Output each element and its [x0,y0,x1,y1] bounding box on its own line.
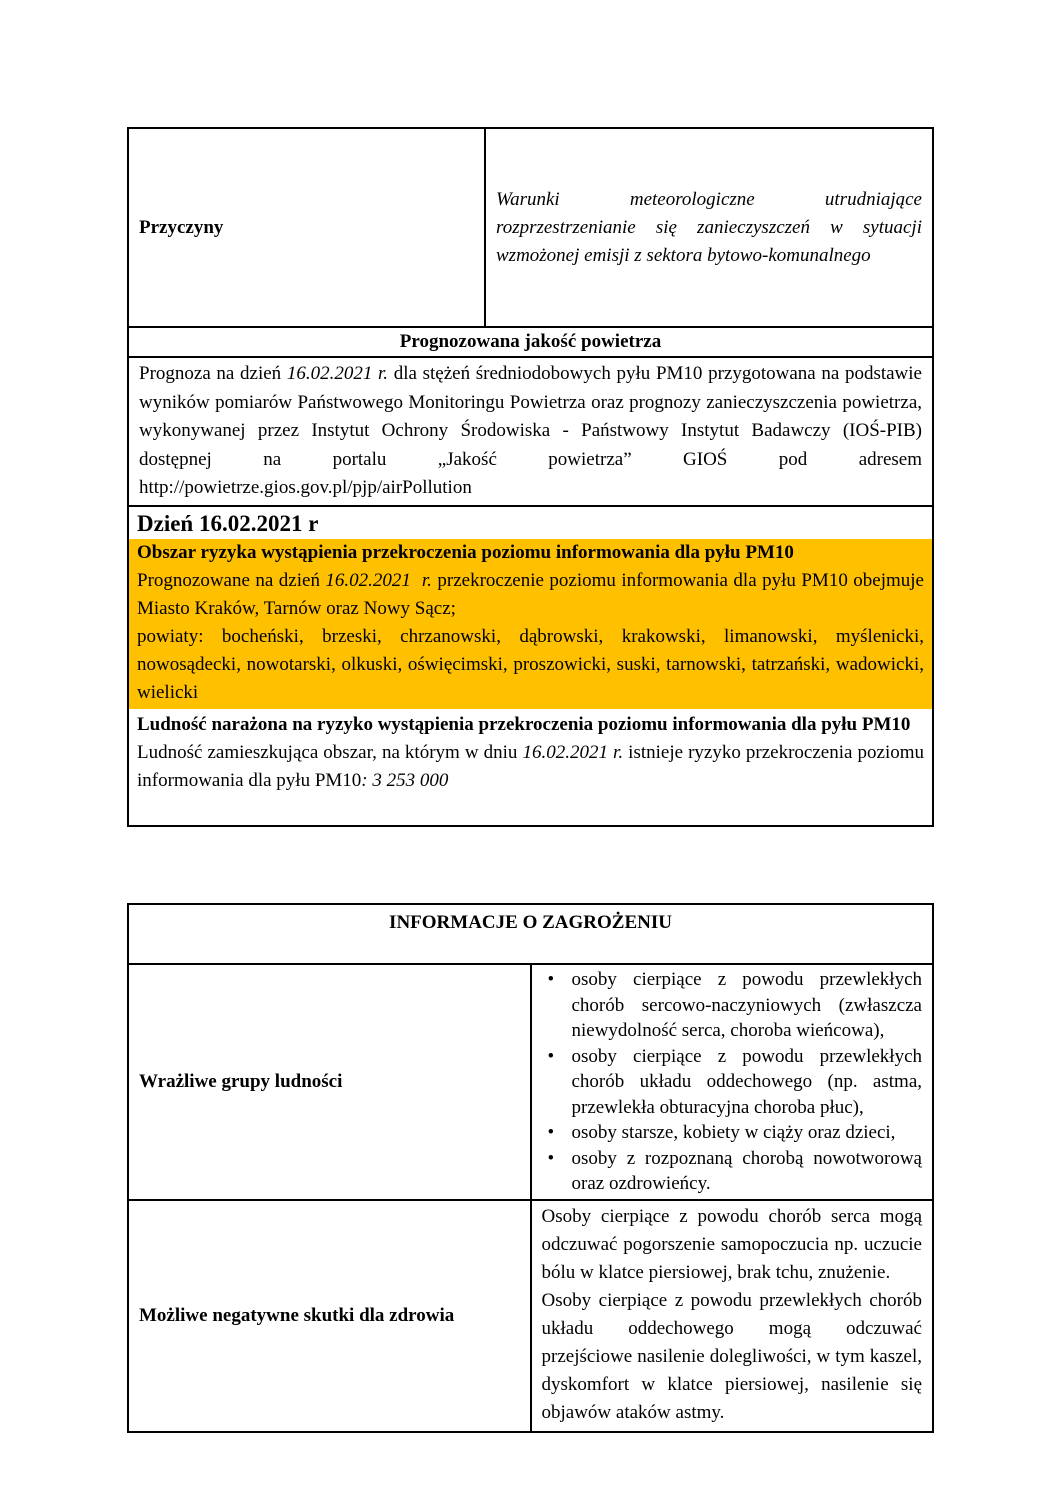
population-text-mid: istnieje ryzyko przekroczenia poziomu informowania dla pyłu PM10 [137,741,924,791]
forecast-text-post: dla stężeń średniodobowych pyłu PM10 przygotowana na podstawie wyników pomiarów Państwowego Monitoringu Powietrza oraz prognozy zanieczyszczenia powietrza, wykonywanej przez Instytut Ochrony Środowiska - Państwowy Instytut Badawczy (IOŚ-PIB) dostępnej na portalu „Jakość powietrza” GIOŚ pod adresem http://powietrze.gios.gov.pl/pjp/airPollution [139,363,922,498]
causes-label: Przyczyny [128,128,485,327]
population-date: 16.02.2021 r. [522,741,624,763]
risk-area-text-pre: Prognozowane na dzień [137,569,326,591]
causes-value: Warunki meteorologiczne utrudniające rozprzestrzenianie się zanieczyszczeń w sytuacji wzmożonej emisji z sektora bytowo-komunalnego [485,128,933,327]
health-effects-row [128,1200,933,1432]
bullet-icon: • [547,969,555,990]
health-effects-cell [531,1200,934,1432]
risk-area-block [129,539,932,709]
day-cell [128,506,933,826]
day-title: Dzień 16.02.2021 r [137,510,319,536]
forecast-heading-row [128,327,933,357]
bullet-icon: • [547,1122,555,1143]
sensitive-groups-cell [531,964,934,1200]
air-quality-table [127,127,934,827]
day-row [128,506,933,826]
population-block [129,709,932,825]
population-text [137,739,924,795]
sensitive-groups-row [128,964,933,1200]
population-heading: Ludność narażona na ryzyko wystąpienia przekroczenia poziomu informowania dla pyłu PM10 [137,713,911,735]
forecast-heading: Prognozowana jakość powietrza [128,327,933,357]
health-effects-label: Możliwe negatywne skutki dla zdrowia [128,1200,531,1432]
risk-area-date: 16.02.2021 r. [325,569,432,591]
bullet-icon: • [547,1147,555,1169]
list-item [547,1044,923,1121]
list-item [547,1120,923,1146]
threat-heading-row [128,904,933,964]
forecast-text [128,357,933,506]
risk-area-text-post: przekroczenie poziomu informowania dla pyłu PM10 obejmuje Miasto Kraków, Tarnów oraz Nowy Sącz; [137,569,924,619]
threat-heading: INFORMACJE O ZAGROŻENIU [128,904,933,964]
threat-info-table [127,903,934,1433]
sensitive-groups-label: Wrażliwe grupy ludności [128,964,531,1200]
bullet-icon: • [547,1045,555,1067]
health-effects-paragraph: Osoby cierpiące z powodu przewlekłych chorób układu oddechowego mogą odczuwać przejściowe nasilenie dolegliwości, w tym kaszel, dyskomfort w klatce piersiowej, nasilenie się objawów ataków astmy. [541,1289,922,1423]
list-item [547,1146,923,1197]
forecast-row [128,357,933,506]
causes-row [128,128,933,327]
list-item-text: osoby cierpiące z powodu przewlekłych chorób układu oddechowego (np. astma, przewlekła obturacyjna choroba płuc), [571,1045,922,1118]
list-item-text: osoby cierpiące z powodu przewlekłych chorób sercowo-naczyniowych (zwłaszcza niewydolność serca, choroba wieńcowa), [571,969,922,1041]
health-effects-paragraph: Osoby cierpiące z powodu chorób serca mogą odczuwać pogorszenie samopoczucia np. uczucie bólu w klatce piersiowej, brak tchu, znużenie. [541,1205,922,1283]
risk-area-districts: powiaty: bocheński, brzeski, chrzanowski, dąbrowski, krakowski, limanowski, myślenicki, nowosądecki, nowotarski, olkuski, oświęcimski, proszowicki, suski, tarnowski, tatrzański, wadowicki, wielicki [137,625,924,703]
list-item-text: osoby starsze, kobiety w ciąży oraz dzieci, [571,1122,896,1143]
forecast-text-pre: Prognoza na dzień [139,363,287,384]
risk-area-text [137,567,924,623]
population-text-pre: Ludność zamieszkująca obszar, na którym w dniu [137,741,523,763]
risk-area-heading: Obszar ryzyka wystąpienia przekroczenia poziomu informowania dla pyłu PM10 [137,541,794,563]
list-item-text: osoby z rozpoznaną chorobą nowotworową oraz ozdrowieńcy. [571,1147,922,1194]
list-item [547,967,923,1044]
sensitive-groups-list [542,967,923,1197]
population-value: : 3 253 000 [361,769,449,791]
forecast-date: 16.02.2021 r. [286,363,389,384]
